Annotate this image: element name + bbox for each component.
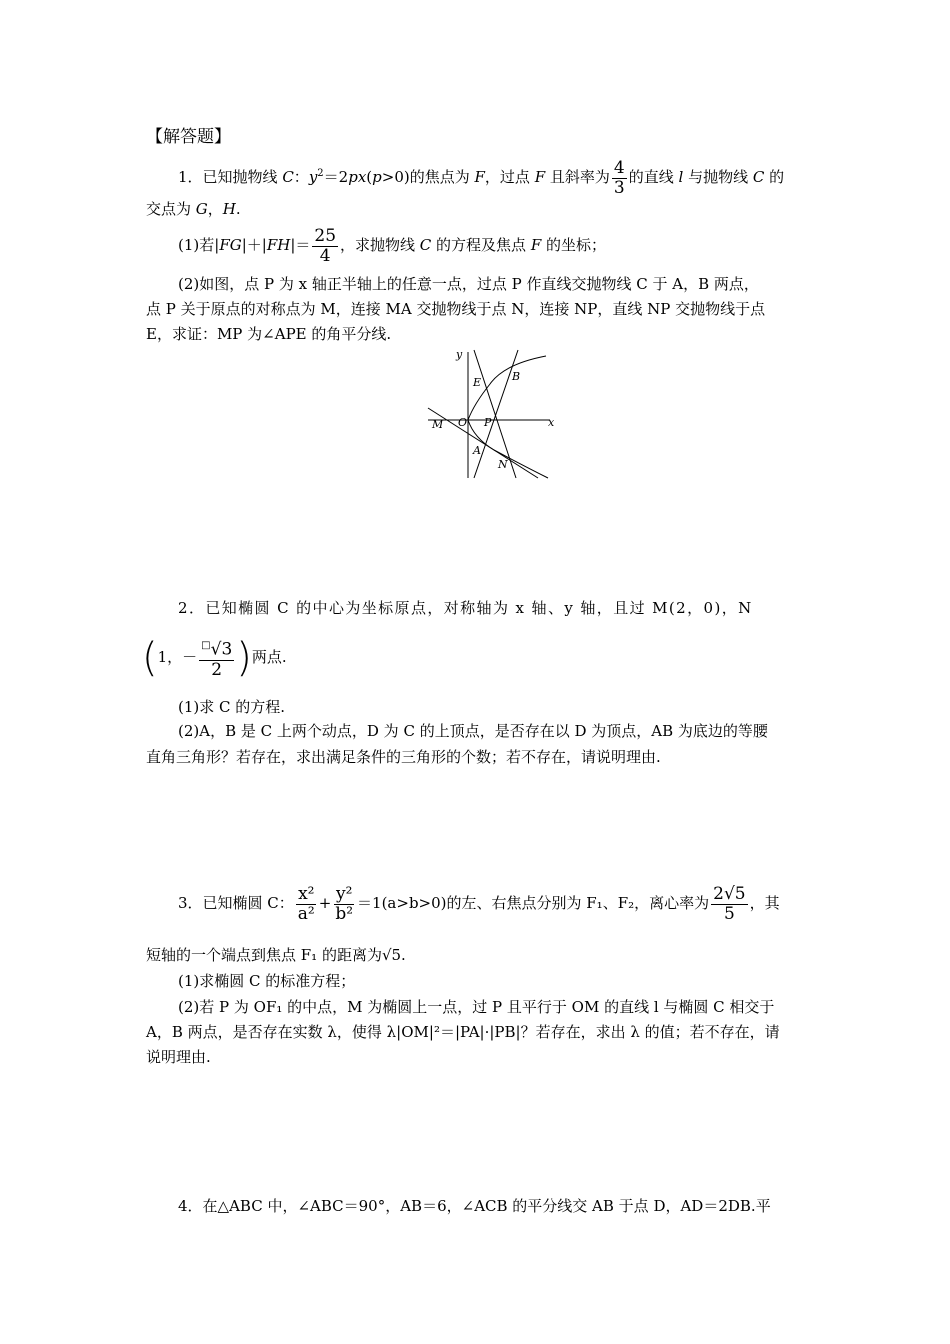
label-p: P [484,416,492,429]
label-e: E [473,376,482,389]
q3-line-2: 短轴的一个端点到焦点 F₁ 的距离为√5. [146,946,406,964]
q4-line-1: 4．在△ABC 中，∠ABC＝90°，AB＝6，∠ACB 的平分线交 AB 于点 D，AD＝2DB.平 [178,1197,771,1215]
q1-part-2-line-2: 点 P 关于原点的对称点为 M，连接 MA 交抛物线于点 N，连接 NP，直线 NP 交抛物线于点 [146,300,766,318]
y-over-b-fraction: $\frac{\text{y²}}{\text{b²}}$ [335,883,354,924]
q3-part-2-line-1: (2)若 P 为 OF₁ 的中点，M 为椭圆上一点，过 P 且平行于 OM 的直线 l 与椭圆 C 相交于 [178,998,775,1016]
q1-line-2: 交点为 G，H. [146,200,241,218]
label-o: O [458,416,468,429]
label-m: M [432,418,444,431]
parabola-figure [424,346,554,480]
q2-part-2-line-1: (2)A，B 是 C 上两个动点，D 为 C 的上顶点，是否存在以 D 为顶点，AB 为底边的等腰 [178,722,768,740]
label-y: y [456,348,463,361]
length-fraction: $\frac{25}{4}$ [314,225,337,266]
label-x: x [548,416,554,429]
section-header: 【解答题】 [146,127,231,147]
q1-part-1: (1)若|FG|＋|FH|＝ $\frac{25}{4}$ ，求抛物线 C 的方程及焦点 F 的坐标； [178,225,607,266]
q3-part-2-line-3: 说明理由. [146,1048,211,1066]
q2-part-1: (1)求 C 的方程. [178,698,286,716]
q2-line-2: (1，－ $\frac{^□√3}{2}$ )两点. [142,635,287,681]
label-n: N [498,458,508,471]
q1-line-1: 1．已知抛物线 C：$y^2=2px(p>0)$的焦点为 F，过点 F 且斜率为 $\frac{4}{3}$ 的直线 l 与抛物线 C 的 [178,157,785,198]
eccentricity-fraction: $\frac{2√5}{5}$ [713,883,746,924]
q2-line-1: 2．已知椭圆 C 的中心为坐标原点，对称轴为 x 轴、y 轴，且过 M(2，0)，N [178,599,753,617]
q3-line-1: 3．已知椭圆 C： $\frac{\text{x²}}{\text{a²}}$ + $\frac{\text{y²}}{\text{b²}}$ ＝1(a>b>0)的左、右焦点分别为 F₁、F₂，离心率为 $\frac{2√5}{5}$ ，其 [178,883,780,924]
q1-part-2-line-1: (2)如图，点 P 为 x 轴正半轴上的任意一点，过点 P 作直线交抛物线 C 于 A，B 两点， [178,275,759,293]
line-ma [428,408,538,478]
slope-fraction: $\frac{4}{3}$ [613,157,625,198]
q3-part-1: (1)求椭圆 C 的标准方程； [178,972,356,990]
q2-part-2-line-2: 直角三角形？若存在，求出满足条件的三角形的个数；若不存在，请说明理由. [146,748,661,766]
q3-part-2-line-2: A，B 两点，是否存在实数 λ，使得 λ|OM|²＝|PA|·|PB|？若存在，求出 λ 的值；若不存在，请 [146,1023,780,1041]
label-a: A [473,444,481,457]
point-fraction: $\frac{^□√3}{2}$ [199,636,234,680]
x-over-a-fraction: $\frac{\text{x²}}{\text{a²}}$ [297,883,315,924]
q1-part-2-line-3: E，求证：MP 为∠APE 的角平分线. [146,325,392,343]
label-b: B [512,370,521,383]
